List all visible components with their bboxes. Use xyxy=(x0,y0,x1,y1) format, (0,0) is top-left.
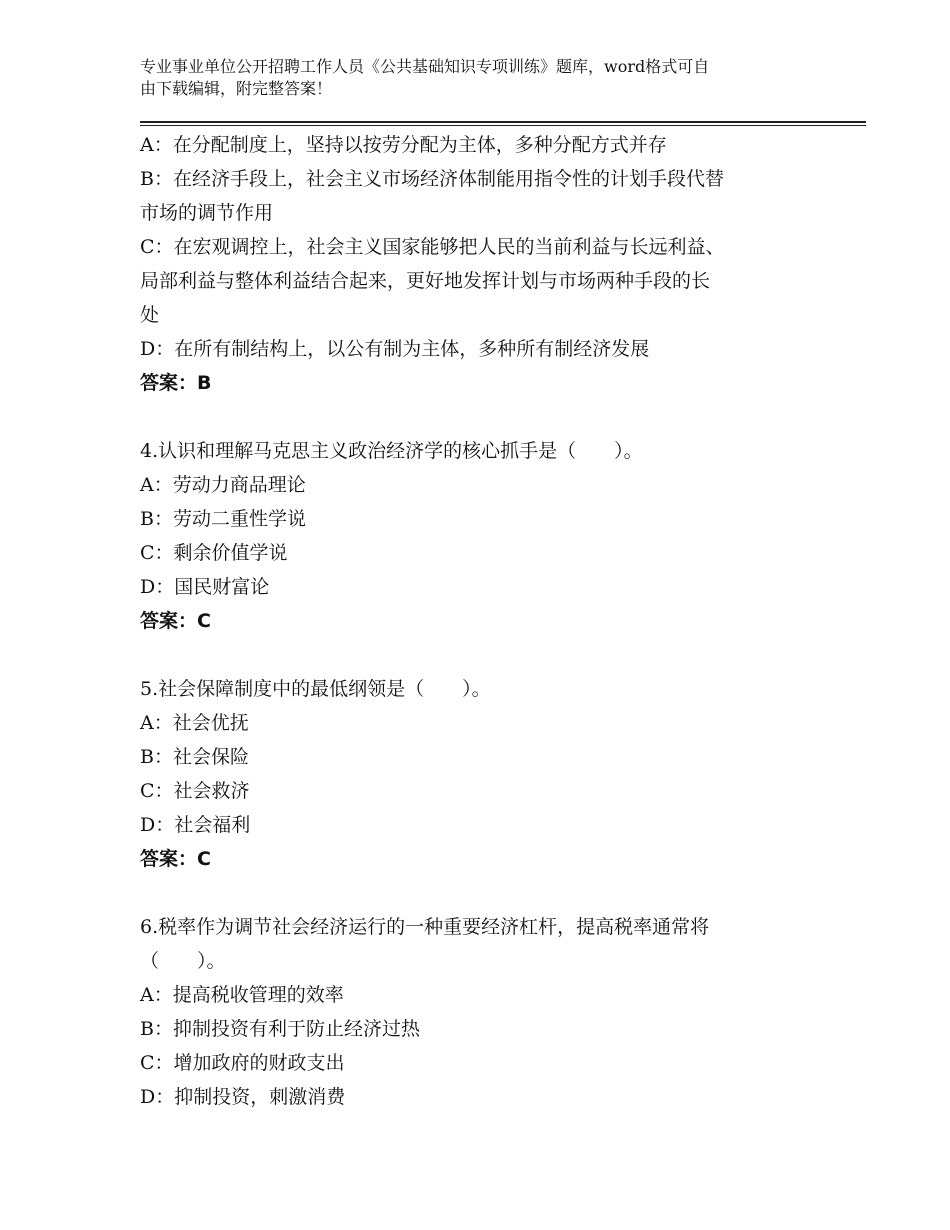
q4-option-c: C：剩余价值学说 xyxy=(140,542,288,564)
q4-option-d: D：国民财富论 xyxy=(140,576,270,598)
q3-line: 市场的调节作用 xyxy=(140,202,274,224)
question-4 xyxy=(140,434,820,638)
q5-option-d: D：社会福利 xyxy=(140,814,251,836)
q5-option-a: A：社会优抚 xyxy=(140,712,249,734)
spacer xyxy=(140,638,820,672)
q5-option-c: C：社会救济 xyxy=(140,780,250,802)
q3-answer: 答案：B xyxy=(140,372,212,394)
q4-answer: 答案：C xyxy=(140,610,211,632)
q3-line: D：在所有制结构上，以公有制为主体，多种所有制经济发展 xyxy=(140,338,650,360)
question-list xyxy=(140,128,820,1114)
header-divider-thick xyxy=(140,121,866,123)
spacer xyxy=(140,876,820,910)
q6-option-a: A：提高税收管理的效率 xyxy=(140,984,344,1006)
question-6 xyxy=(140,910,820,1114)
q4-option-a: A：劳动力商品理论 xyxy=(140,474,306,496)
q4-stem: 4.认识和理解马克思主义政治经济学的核心抓手是（ ）。 xyxy=(140,440,643,462)
q5-option-b: B：社会保险 xyxy=(140,746,249,768)
q5-answer: 答案：C xyxy=(140,848,211,870)
q3-line: C：在宏观调控上，社会主义国家能够把人民的当前利益与长远利益、 xyxy=(140,236,725,258)
q3-line: A：在分配制度上，坚持以按劳分配为主体，多种分配方式并存 xyxy=(140,134,667,156)
q3-line: 局部利益与整体利益结合起来，更好地发挥计划与市场两种手段的长 xyxy=(140,270,711,292)
q5-stem: 5.社会保障制度中的最低纲领是（ ）。 xyxy=(140,678,491,700)
spacer xyxy=(140,400,820,434)
header-line-1: 专业事业单位公开招聘工作人员《公共基础知识专项训练》题库，word格式可自 xyxy=(140,57,710,76)
header-line-2: 由下载编辑，附完整答案！ xyxy=(140,79,333,98)
question-3-options xyxy=(140,128,820,400)
q3-line: 处 xyxy=(140,304,160,326)
document-header xyxy=(140,56,820,100)
q6-option-b: B：抑制投资有利于防止经济过热 xyxy=(140,1018,420,1040)
q6-stem-line-2: （ ）。 xyxy=(140,950,226,972)
q4-option-b: B：劳动二重性学说 xyxy=(140,508,306,530)
question-5 xyxy=(140,672,820,876)
q6-option-d: D：抑制投资，刺激消费 xyxy=(140,1086,346,1108)
q6-stem-line-1: 6.税率作为调节社会经济运行的一种重要经济杠杆，提高税率通常将 xyxy=(140,916,710,938)
q3-line: B：在经济手段上，社会主义市场经济体制能用指令性的计划手段代替 xyxy=(140,168,724,190)
q6-option-c: C：增加政府的财政支出 xyxy=(140,1052,345,1074)
header-divider-thin xyxy=(140,125,866,126)
